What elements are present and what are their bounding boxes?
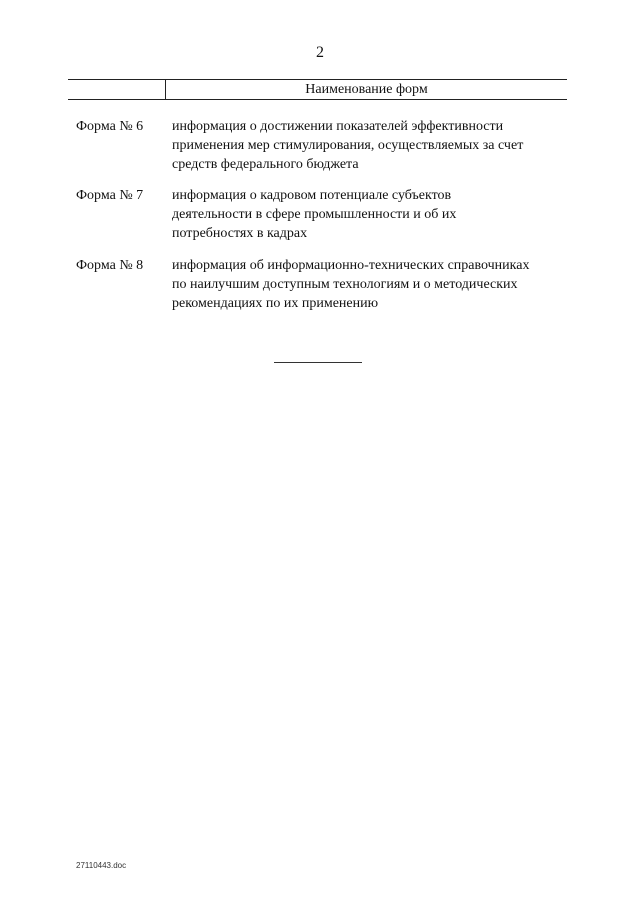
form-description-line: потребностях в кадрах <box>172 226 308 241</box>
form-description-line: информация об информационно-технических справочниках <box>172 258 530 273</box>
form-number: Форма № 6 <box>76 119 144 134</box>
form-description-line: информация о достижении показателей эффективности <box>172 119 504 134</box>
form-description-line: информация о кадровом потенциале субъектов <box>172 188 452 203</box>
form-description-line: средств федерального бюджета <box>172 157 359 172</box>
form-description-line: деятельности в сфере промышленности и об их <box>172 207 457 222</box>
document-code: 27110443.doc <box>76 861 127 870</box>
closing-rule <box>274 362 362 363</box>
form-number: Форма № 8 <box>76 258 144 273</box>
form-description <box>172 256 572 313</box>
forms-column-title: Наименование форм <box>305 82 428 97</box>
form-description <box>172 186 572 243</box>
forms-table-header <box>68 79 567 100</box>
form-number: Форма № 7 <box>76 188 144 203</box>
form-description-line: применения мер стимулирования, осуществляемых за счет <box>172 138 524 153</box>
form-description-line: по наилучшим доступным технологиям и о методических <box>172 277 518 292</box>
form-description <box>172 117 572 174</box>
page-number: 2 <box>316 44 324 61</box>
form-description-line: рекомендациях по их применению <box>172 296 379 311</box>
